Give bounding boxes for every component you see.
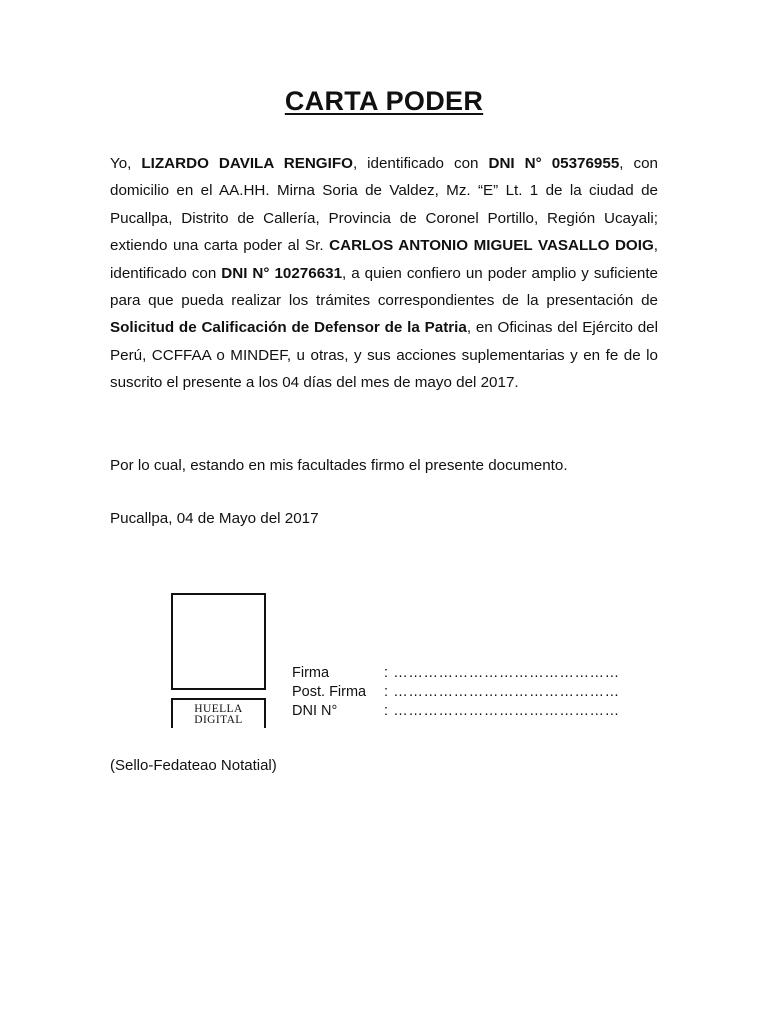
signature-label: Firma xyxy=(292,665,330,681)
post-signature-line: : ……………………………………… xyxy=(384,684,620,700)
grantor-dni: DNI N° 05376955 xyxy=(488,155,620,172)
document-title: CARTA PODER xyxy=(284,86,484,116)
grantee-name: CARLOS ANTONIO MIGUEL VASALLO DOIG xyxy=(329,237,654,255)
grantee-dni: DNI N° 10276631 xyxy=(221,264,343,282)
paragraph-text: , identificado con xyxy=(352,155,489,172)
paragraph-text: , a quien confiero un poder amplio y suficiente para que pueda realizar los trámites correspondientes de la presentación de xyxy=(110,264,658,310)
dni-label: DNI N° xyxy=(292,703,338,719)
paragraph-text: , con domicilio en el AA.HH. Mirna Soria de Valdez, Mz. “E” Lt. 1 de la ciudad de Pucallpa, Distrito de Callería, Provincia de Coronel Portillo, Región Ucayali; extiendo una carta poder al Sr. xyxy=(110,155,658,255)
post-signature-row xyxy=(292,683,620,702)
signature-block xyxy=(292,664,620,721)
grantor-name: LIZARDO DAVILA RENGIFO xyxy=(141,155,353,172)
paragraph-text: , en Oficinas del Ejército del Perú, CCFFAA o MINDEF, u otras, y sus acciones suplementarias y en fe de lo suscrito el presente a los 04 días del mes de mayo del 2017. xyxy=(110,319,658,392)
signature-row xyxy=(292,664,620,683)
main-paragraph xyxy=(110,150,658,397)
signature-line: : ……………………………………… xyxy=(384,665,620,681)
thumbprint-box xyxy=(171,593,266,690)
paragraph-text: Yo, xyxy=(110,155,142,172)
post-signature-label: Post. Firma xyxy=(292,684,367,700)
seal-note: (Sello-Fedateao Notatial) xyxy=(110,757,277,774)
paragraph-text: , identificado con xyxy=(110,237,658,282)
dni-line: : ……………………………………… xyxy=(384,703,620,719)
closing-paragraph: Por lo cual, estando en mis facultades firmo el presente documento. xyxy=(110,457,568,474)
dni-row xyxy=(292,702,620,721)
place-date: Pucallpa, 04 de Mayo del 2017 xyxy=(110,510,319,527)
thumbprint-label: HUELLA DIGITAL xyxy=(171,698,266,728)
request-subject: Solicitud de Calificación de Defensor de la Patria xyxy=(110,319,467,337)
